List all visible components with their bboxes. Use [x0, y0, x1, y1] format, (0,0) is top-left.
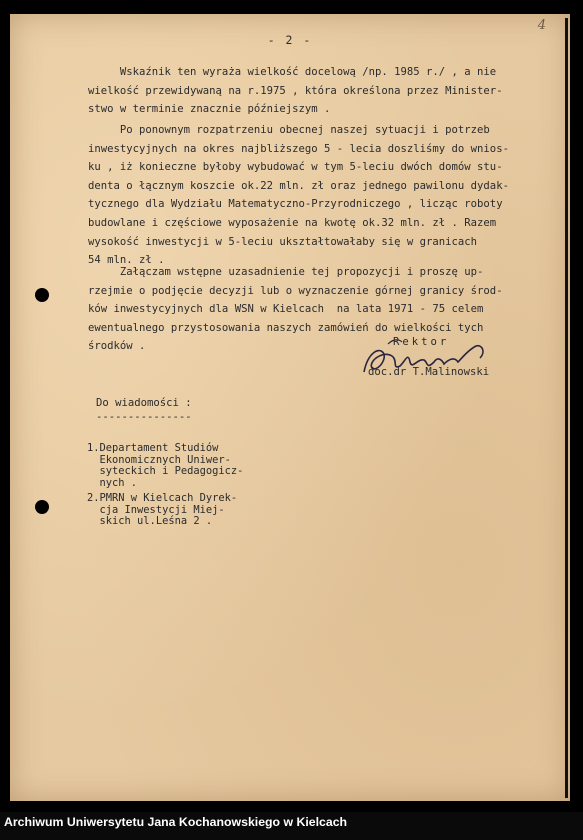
punch-hole-top [35, 288, 49, 302]
cc-item-1: 1.Departament Studiów Ekonomicznych Uniwer- syteckich i Pedagogicz- nych . [87, 442, 244, 490]
page-number: - 2 - [267, 33, 313, 47]
paragraph-2: Po ponownym rozpatrzeniu obecnej naszej sytuacji i potrzeb inwestycyjnych na okres najbliższego 5 - lecia doszliśmy do wnios- ku , iż konieczne byłoby wybudować w tym 5-leciu dwóch domów stu- denta o łącznym koszcie ok.22 mln. zł oraz jednego pawilonu dydak- tycznego dla Wydziału Matematyczno-Przyrodniczego , licząc roboty budowlane i częściowe wyposażenie na kwotę ok.32 mln. zł . Razem wysokość inwestycji w 5-leciu ukształtowałaby się w granicach 54 mln. zł . [88, 124, 509, 267]
punch-hole-bottom [35, 500, 49, 514]
corner-page-mark: 4 [537, 18, 546, 33]
paragraph-3: Załączam wstępne uzasadnienie tej propozycji i proszę up- rzejmie o podjęcie decyzji lub o wyznaczenie górnej granicy środ- ków inwestycyjnych dla WSN w Kielcach na lata 1971 - 75 celem ewentualnego przystosowania naszych zamówień do wielkości tych środków . [88, 266, 503, 353]
archive-footer: Archiwum Uniwersytetu Jana Kochanowskiego w Kielcach [4, 815, 348, 829]
signature-block [358, 332, 528, 392]
cc-item-2: 2.PMRN w Kielcach Dyrek- cja Inwestycji Miej- skich ul.Leśna 2 . [87, 492, 238, 528]
signature-name: doc.dr T.Malinowski [368, 366, 490, 378]
cc-underline: --------------- [96, 411, 192, 423]
signature-title: Rektor [393, 336, 450, 348]
cc-heading: Do wiadomości : [96, 397, 192, 409]
page-edge [565, 18, 568, 798]
paragraph-1: Wskaźnik ten wyraża wielkość docelową /np. 1985 r./ , a nie wielkość przewidywaną na r.1975 , która określona przez Minister- stwo w terminie znacznie późniejszym . [88, 66, 503, 116]
